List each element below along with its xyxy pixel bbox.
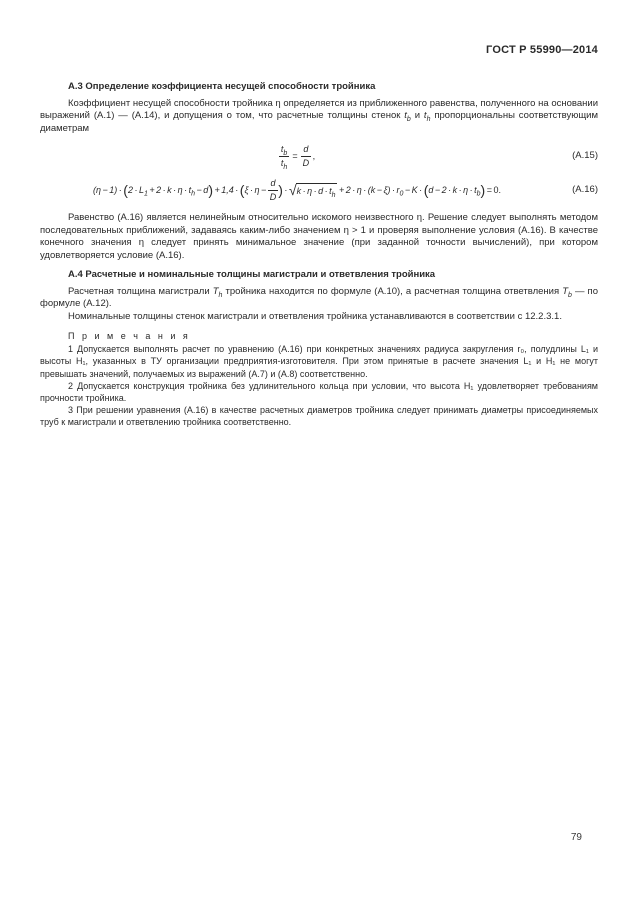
section-a4-heading: А.4 Расчетные и номинальные толщины магистрали и ответвления тройника [68, 269, 436, 280]
sub-h: h [283, 163, 288, 171]
big-rparen: ) [278, 181, 283, 198]
a4p1-text-c: — по формуле (А.12). [40, 285, 598, 309]
page-number: 79 [570, 832, 582, 843]
var-T-b-sub: b [568, 291, 572, 299]
equals-sign: = [292, 150, 298, 161]
f16-part5: + 1,4 · [212, 184, 240, 195]
fraction-numerator [301, 144, 312, 157]
para1-text-a: Коэффициент несущей способности тройника η определяется из приближенного равенства, полученного на основании выражений (А.1) — (А.14), и допущения о том, что расчетные толщины стенок [40, 97, 598, 121]
var-t: t [280, 158, 284, 168]
notes-block [40, 330, 598, 429]
f16-part6: ξ · η − [244, 184, 268, 195]
section-a3-heading: А.3 Определение коэффициента несущей способности тройника [68, 81, 376, 92]
fraction-numerator [268, 178, 279, 191]
f16-part9: − K · [403, 184, 424, 195]
var-d: d [303, 144, 309, 154]
fraction-tb-th [279, 144, 289, 169]
big-lparen: ( [123, 181, 128, 198]
multiply-dot: · [282, 184, 289, 195]
formula-a15 [40, 144, 554, 169]
var-T-h: T [212, 285, 219, 297]
radical-icon: √ [288, 182, 297, 199]
var-t-b-sub: b [406, 115, 411, 123]
section-a4-paragraph-2: Номинальные толщины стенок магистрали и ответвления тройника устанавливаются в соответствии с 12.2.3.1. [68, 310, 562, 322]
var-D: D [302, 158, 310, 168]
fraction-numerator [279, 144, 289, 157]
formula-a16-label: (А.16) [572, 184, 598, 196]
big-lparen: ( [423, 181, 429, 198]
section-a4-paragraph-1 [40, 286, 598, 311]
f16-sqrt-body: k · η · d · t [296, 186, 332, 197]
formula-a16-row [40, 178, 598, 203]
var-t: t [280, 144, 284, 154]
f16-part4: − d [195, 184, 209, 195]
formula-a15-row [40, 144, 598, 169]
sub-0: 0 [399, 190, 404, 198]
sub-1: 1 [143, 190, 148, 198]
var-T-h-sub: h [218, 291, 223, 299]
formula-comma: , [311, 150, 316, 161]
big-lparen: ( [239, 181, 245, 198]
var-D: D [269, 192, 277, 202]
para1-text-b: пропорциональны соответствующим диаметрам [40, 110, 598, 134]
section-a3-paragraph-1 [40, 98, 598, 136]
f16-part11: = 0. [485, 184, 501, 195]
var-t-h: t [423, 110, 427, 121]
fraction-d-D [301, 144, 312, 169]
fraction-d-D [268, 178, 279, 203]
para1-text-mid: и [410, 110, 424, 121]
sub-b: b [283, 149, 288, 157]
var-d: d [270, 178, 276, 188]
note-item-3: 3 При решении уравнения (А.16) в качестве расчетных диаметров тройника следует принимать диаметры присоединяемых труб к магистрали и ответвлению тройника соответственно. [40, 405, 598, 428]
f16-part3: + 2 · k · η · t [147, 184, 192, 195]
big-rparen: ) [480, 181, 486, 198]
var-T-b: T [562, 285, 568, 297]
a4p1-text-a: Расчетная толщина магистрали [68, 285, 213, 297]
fraction-denominator [268, 191, 279, 203]
notes-heading: П р и м е ч а н и я [68, 331, 191, 341]
doc-code-header: ГОСТ Р 55990—2014 [486, 44, 598, 56]
f16-part2: 2 · L [127, 184, 144, 195]
big-rparen: ) [208, 181, 213, 198]
var-t-b: t [404, 110, 407, 121]
f16-part10: d − 2 · k · η · t [428, 184, 477, 195]
fraction-denominator [279, 157, 289, 169]
fraction-denominator [301, 157, 312, 169]
formula-a16 [40, 178, 554, 203]
radicand [296, 183, 338, 198]
formula-a15-label: (А.15) [572, 150, 598, 162]
sub-h: h [331, 192, 336, 200]
sub-h: h [191, 190, 196, 198]
square-root [289, 183, 338, 198]
a4p1-text-b: тройника находится по формуле (А.10), а расчетная толщина ответвления [222, 285, 563, 297]
f16-part8: + 2 · η · (k − ξ) · r [337, 184, 400, 195]
sub-b: b [476, 190, 481, 198]
note-item-2: 2 Допускается конструкция тройника без удлинительного кольца при условии, что высота H₁ удовлетворяет требованиям прочности тройника. [40, 380, 598, 404]
f16-part1: (η − 1) · [93, 184, 124, 195]
section-a3-paragraph-2: Равенство (А.16) является нелинейным относительно искомого неизвестного η. Решение следует выполнять методом последовательных приближений, задаваясь каким-либо значением η > 1 и проверяя выполнение условия (А.16). В качестве конечного значения η следует принять минимальное значение (при заданной точности вычислений), при котором удовлетворяется условие (А.16). [40, 212, 598, 261]
var-t-h-sub: h [426, 115, 431, 123]
note-item-1: 1 Допускается выполнять расчет по уравнению (А.16) при конкретных значениях радиуса закругления r₀, полудлины L₁ и высоты H₁, указанных в ТУ организации предприятия-изготовителя. При этом принятые в расчете значения L₁ и H₁ не могут превышать значений, получаемых из выражений (А.7) и (А.8) соответственно. [40, 344, 598, 379]
